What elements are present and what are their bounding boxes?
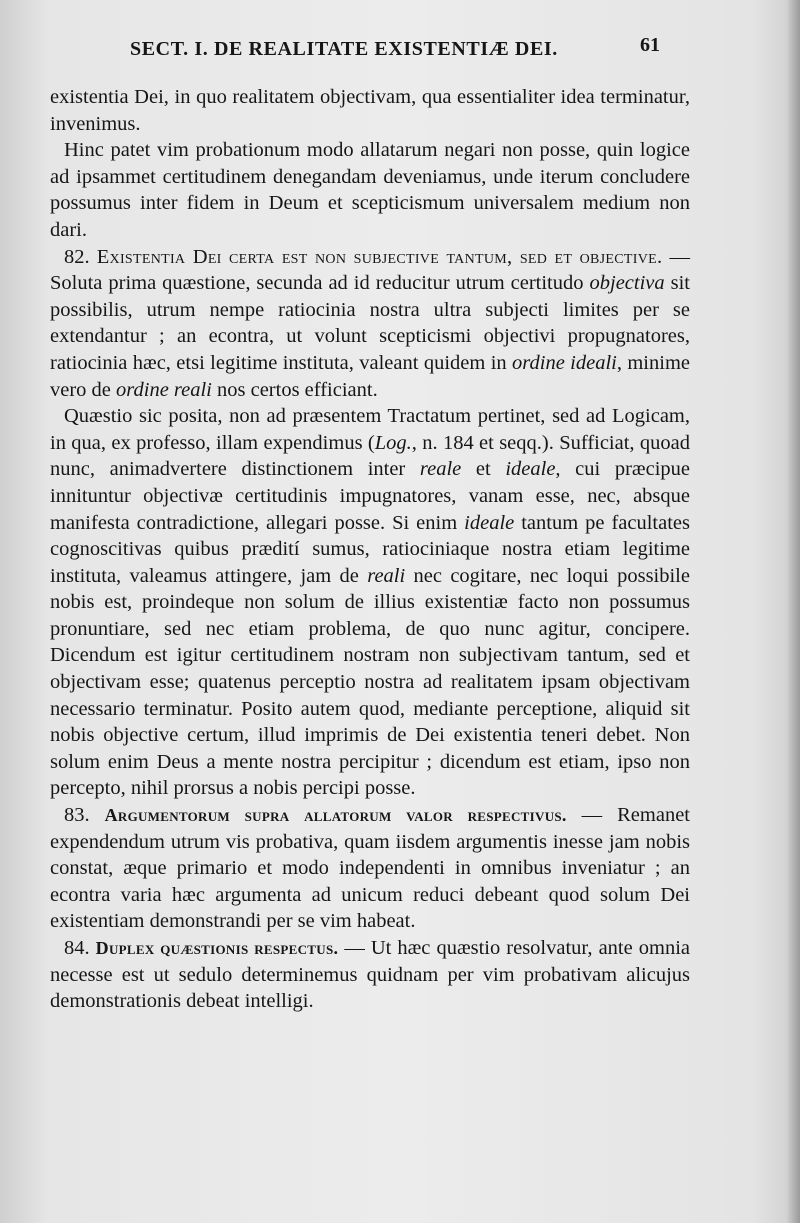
section-82-italic-2: ordine ideali — [512, 351, 617, 374]
p4-italic-5: reali — [367, 564, 406, 587]
section-84-text: — Ut hæc quæstio resolvatur, ante omnia necesse est ut sedulo determinemus quidnam per vim probativam alicujus demonstrationis debeat intelligi. — [50, 937, 690, 1013]
section-82-text-1: — Soluta prima quæstione, secunda ad id reducitur utrum certitudo — [50, 245, 691, 295]
section-82-number: 82. — [64, 245, 90, 268]
section-82-text-4: nos certos efficiant. — [211, 378, 378, 401]
p4-italic-2: reale — [419, 458, 462, 481]
p4-italic-1: Log. — [374, 431, 412, 454]
p4-text-2: , n. 184 et seqq.). Sufficiat, quoad nunc, animadvertere distinctionem inter — [50, 431, 690, 481]
p4-text-5: tantum pe facultates cognoscitivas quibus prædití sumus, ratiociniaque nostra etiam legitime instituta, valeamus attingere, jam de — [50, 511, 690, 587]
section-82-italic-3: ordine reali — [116, 378, 212, 401]
section-84-heading: Duplex quæstionis respectus. — [95, 938, 339, 958]
p4-text-1: Quæstio sic posita, non ad præsentem Tractatum pertinet, sed ad Logicam, in qua, ex professo, illam expendimus ( — [50, 405, 690, 454]
section-84 — [50, 935, 690, 1015]
section-82 — [50, 244, 690, 404]
page-gutter-shadow — [786, 0, 800, 1223]
section-84-number: 84. — [64, 937, 90, 959]
section-82-heading: Existentia Dei certa est non subjective tantum, sed et objective. — [96, 245, 663, 268]
page-header — [0, 34, 800, 74]
section-83-heading: Argumentorum supra allatorum valor respectivus. — [104, 805, 567, 826]
p4-italic-3: ideale — [505, 458, 556, 481]
p4-italic-4: ideale — [464, 511, 515, 534]
section-82-text-3: , minime vero de — [50, 351, 690, 401]
paragraph-2: Hinc patet vim probationum modo allatarum negari non posse, quin logice ad ipsammet certitudinem denegandam deveniamus, unde iterum concludere possumus inter fidem in Deum et scepticismum universalem medium non dari. — [50, 139, 690, 241]
body-text — [50, 84, 690, 1015]
page-number: 61 — [640, 34, 660, 56]
p4-text-4: , cui præcipue innituntur objectivæ certitudinis impugnatores, vanam esse, nec, absque manifesta contradictione, allegari posse. Si enim — [50, 458, 690, 534]
section-82-text-2: sit possibilis, utrum nempe ratiocinia nostra ultra subjecti limites per se extendantur ; an econtra, ut volunt scepticismi objectivi propugnatores, ratiocinia hæc, etsi legitime instituta, valeant quidem in — [50, 272, 690, 374]
p4-text-3: et — [461, 458, 506, 481]
section-82-italic-1: objectiva — [589, 272, 665, 295]
p4-text-6: nec cogitare, nec loqui possibile nobis est, proindeque non solum de illius existentiæ facto non possumus pronuntiare, sed nec etiam problema, de quo nunc agitur, concipere. Dicendum est igitur certitudinem nostram non subjectivam tantum, sed et objectivam esse; quatenus perceptio nostra ad realitatem ipsam objectivam necessario terminatur. Posito autem quod, mediante perceptione, aliquid sit nobis objective certum, illud imprimis de Dei existentia teneri debet. Non solum enim Deus a mente nostra percipitur ; dicendum est etiam, ipso non percepto, nihil prorsus a nobis percipi posse. — [50, 564, 690, 800]
section-83-number: 83. — [64, 804, 90, 827]
paragraph-1: existentia Dei, in quo realitatem objectivam, qua essentialiter idea terminatur, invenimus. — [50, 86, 690, 135]
running-head: SECT. I. DE REALITATE EXISTENTIÆ DEI. — [130, 38, 558, 60]
section-83-text: — Remanet expendendum utrum vis probativa, quam iisdem argumentis inesse jam nobis constat, æque primario et modo independenti in omnibus inveniatur ; an econtra varia hæc argumenta ad unicum reduci debeant quod solum Dei existentiam demonstrandi per se vim habeat. — [50, 804, 690, 933]
section-83 — [50, 802, 690, 935]
paragraph-4 — [50, 403, 690, 802]
